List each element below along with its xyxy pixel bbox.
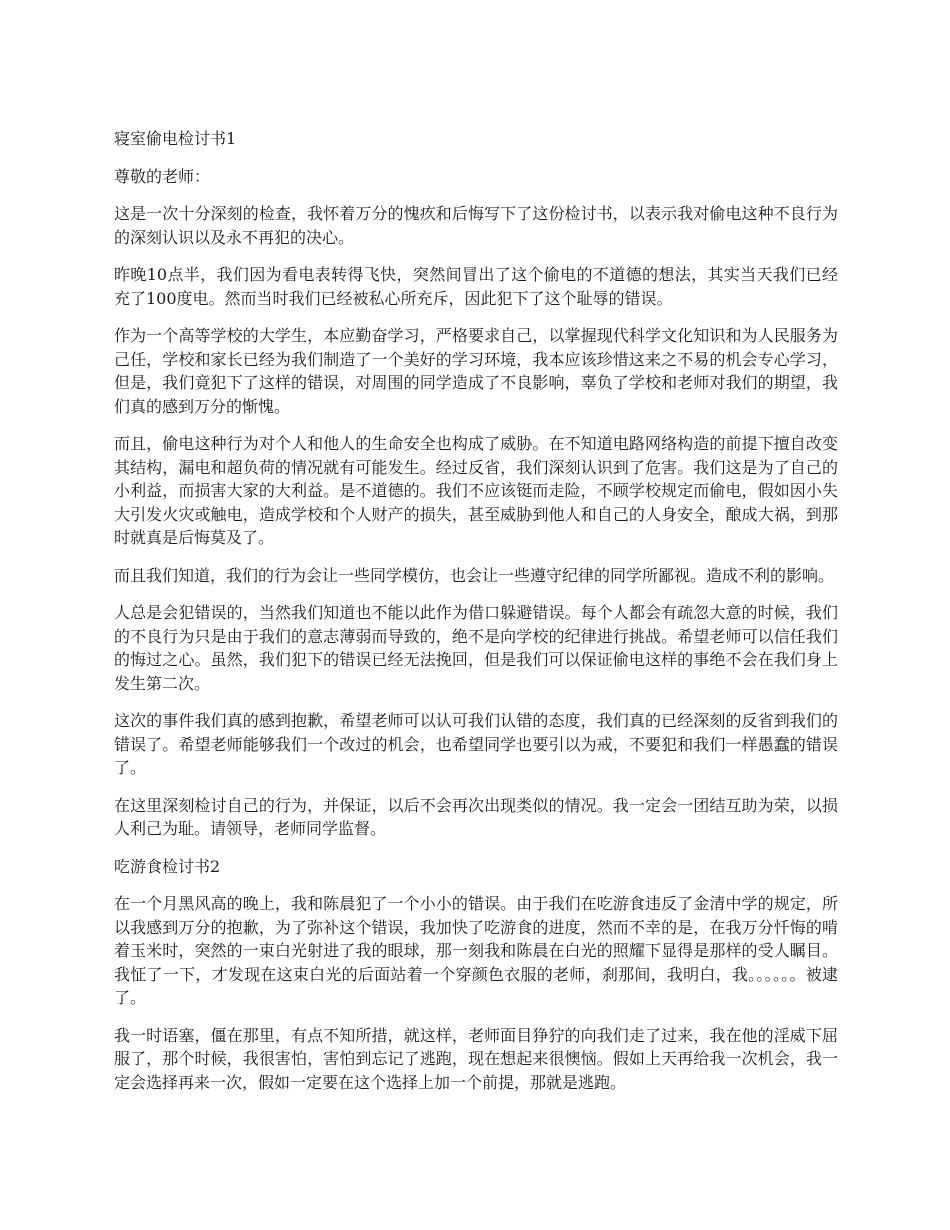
paragraph: 作为一个高等学校的大学生，本应勤奋学习，严格要求自己，以掌握现代科学文化知识和为人民服务为己任，学校和家长已经为我们制造了一个美好的学习环境，我本应该珍惜这来之不易的机会专心学习，但是，我们竟犯下了这样的错误，对周围的同学造成了不良影响，辜负了学校和老师对我们的期望，我们真的感到万分的惭愧。 xyxy=(114,326,838,416)
paragraph: 昨晚10点半，我们因为看电表转得飞快，突然间冒出了这个偷电的不道德的想法，其实当天我们已经充了100度电。然而当时我们已经被私心所充斥，因此犯下了这个耻辱的错误。 xyxy=(114,265,838,308)
paragraph: 而且我们知道，我们的行为会让一些同学模仿，也会让一些遵守纪律的同学所鄙视。造成不利的影响。 xyxy=(114,565,835,585)
paragraph: 而且，偷电这种行为对个人和他人的生命安全也构成了威胁。在不知道电路网络构造的前提下擅自改变其结构，漏电和超负荷的情况就有可能发生。经过反省，我们深刻认识到了危害。我们这是为了自己的小利益，而损害大家的大利益。是不道德的。我们不应该铤而走险，不顾学校规定而偷电，假如因小失大引发火灾或触电，造成学校和个人财产的损失，甚至威胁到他人和自己的人身安全，酿成大祸，到那时就真是后悔莫及了。 xyxy=(114,434,838,547)
paragraph: 在这里深刻检讨自己的行为，并保证，以后不会再次出现类似的情况。我一定会一团结互助为荣，以损人利己为耻。请领导，老师同学监督。 xyxy=(114,795,838,838)
paragraph: 这次的事件我们真的感到抱歉，希望老师可以认可我们认错的态度，我们真的已经深刻的反省到我们的错误了。希望老师能够我们一个改过的机会，也希望同学也要引以为戒，不要犯和我们一样愚蠢的错误了。 xyxy=(114,711,838,777)
paragraph: 这是一次十分深刻的检查，我怀着万分的愧疚和后悔写下了这份检讨书，以表示我对偷电这种不良行为的深刻认识以及永不再犯的决心。 xyxy=(114,204,838,247)
document-page xyxy=(114,127,838,1108)
section-title: 吃游食检讨书2 xyxy=(114,856,221,876)
section-title: 寝室偷电检讨书1 xyxy=(114,129,237,148)
paragraph: 在一个月黑风高的晚上，我和陈晨犯了一个小小的错误。由于我们在吃游食违反了金清中学的规定，所以我感到万分的抱歉，为了弥补这个错误，我加快了吃游食的进度，然而不幸的是，在我万分忏悔的啃着玉米时，突然的一束白光射进了我的眼球，那一刻我和陈晨在白光的照耀下显得是那样的受人瞩目。我怔了一下，才发现在这束白光的后面站着一个穿颜色衣服的老师，刹那间，我明白，我。。。。。。被逮了。 xyxy=(114,894,838,1007)
paragraph: 我一时语塞，僵在那里，有点不知所措，就这样，老师面目狰狞的向我们走了过来，我在他的淫威下屈服了，那个时候，我很害怕，害怕到忘记了逃跑，现在想起来很懊恼。假如上天再给我一次机会，我一定会选择再来一次，假如一定要在这个选择上加一个前提，那就是逃跑。 xyxy=(114,1025,838,1092)
salutation: 尊敬的老师： xyxy=(114,166,211,186)
paragraph: 人总是会犯错误的，当然我们知道也不能以此作为借口躲避错误。每个人都会有疏忽大意的时候，我们的不良行为只是由于我们的意志薄弱而导致的，绝不是向学校的纪律进行挑战。希望老师可以信任我们的悔过之心。虽然，我们犯下的错误已经无法挽回，但是我们可以保证偷电这样的事绝不会在我们身上发生第二次。 xyxy=(114,603,838,693)
